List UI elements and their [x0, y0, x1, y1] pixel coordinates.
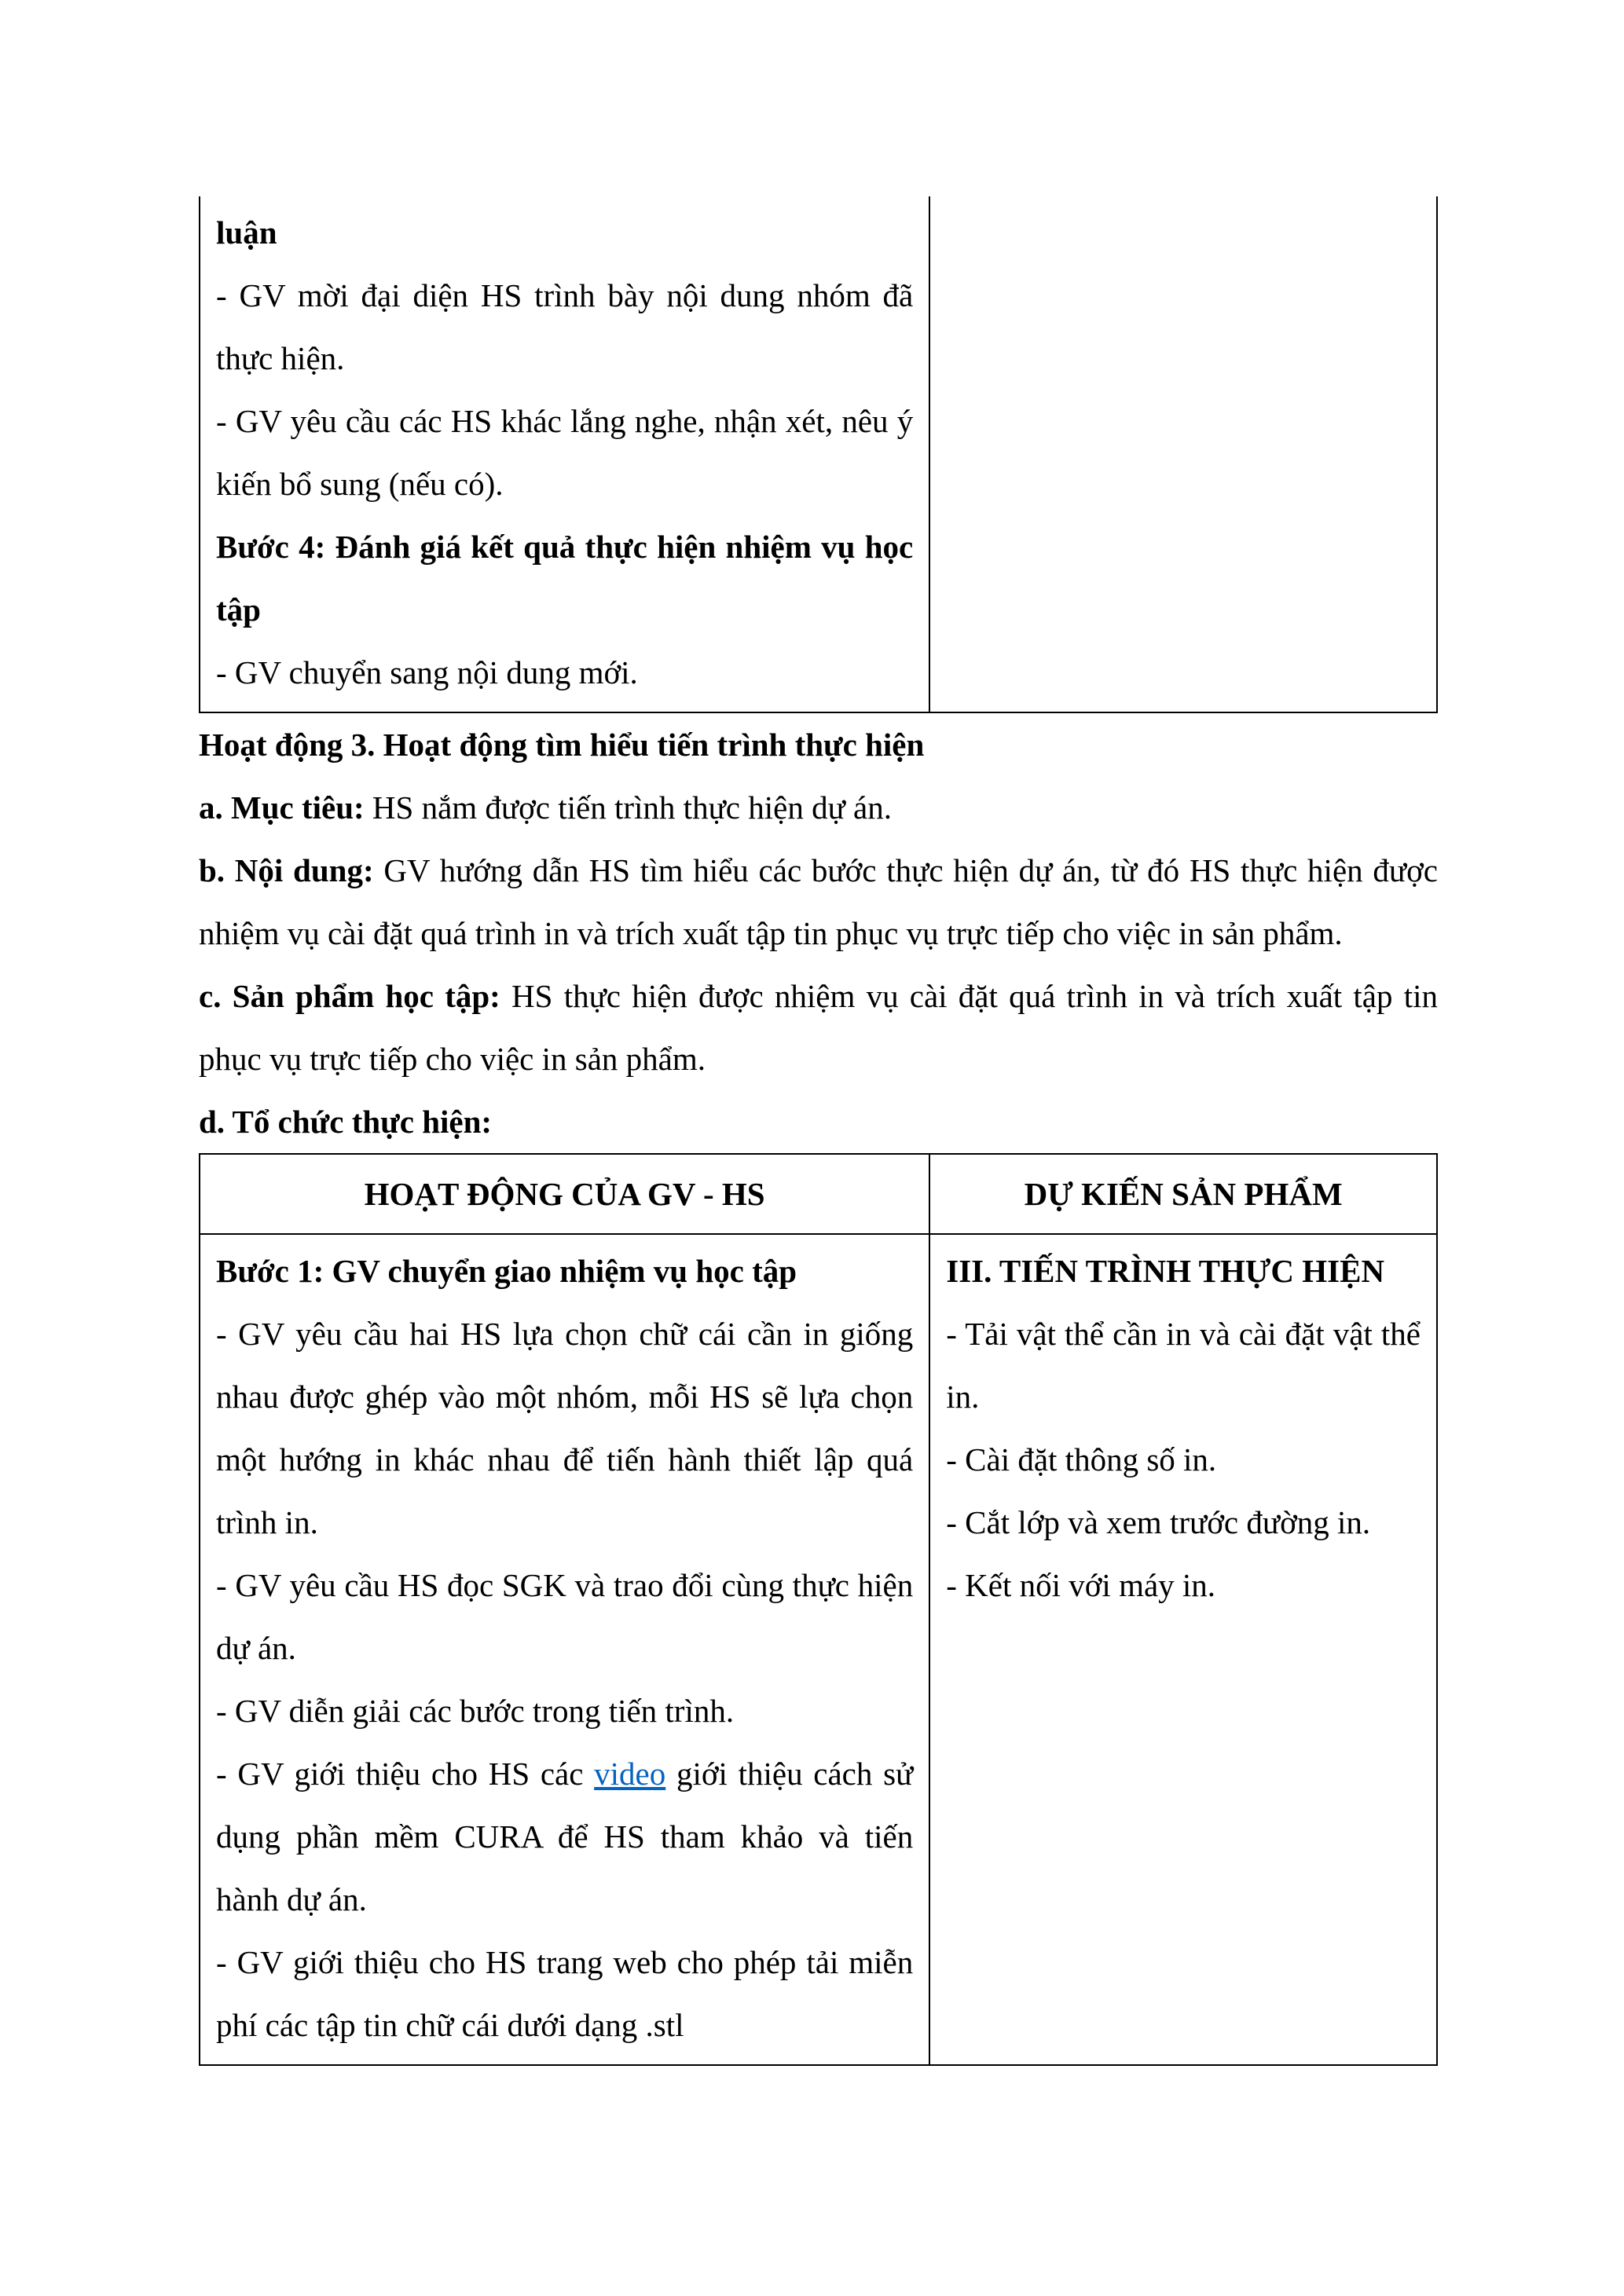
activity2-table: [199, 196, 1438, 713]
table-row: [200, 196, 1437, 712]
paragraph: - GV yêu cầu HS đọc SGK và trao đổi cùng thực hiện dự án.: [216, 1567, 914, 1666]
video-link[interactable]: video: [594, 1756, 666, 1792]
header-du-kien-label: DỰ KIẾN SẢN PHẨM: [1024, 1176, 1343, 1212]
step3-heading-continuation: luận: [216, 214, 277, 251]
activity3-muc-tieu: [199, 776, 1438, 839]
activity3-heading: Hoạt động 3. Hoạt động tìm hiểu tiến trình thực hiện: [199, 727, 925, 763]
table-header-row: [200, 1154, 1437, 1234]
muc-tieu-text: HS nắm được tiến trình thực hiện dự án.: [364, 789, 892, 826]
header-du-kien: [929, 1154, 1437, 1234]
activity3-san-pham: [199, 965, 1438, 1090]
activity2-product-cell: [929, 196, 1437, 712]
to-chuc-label: d. Tổ chức thực hiện:: [199, 1104, 493, 1140]
activity2-gv-hs-cell: [200, 196, 929, 712]
header-gv-hs-label: HOẠT ĐỘNG CỦA GV - HS: [364, 1176, 765, 1212]
noi-dung-text: GV hướng dẫn HS tìm hiểu các bước thực hiện dự án, từ đó HS thực hiện được nhiệm vụ cài đặt quá trình in và trích xuất tập tin phục vụ trực tiếp cho việc in sản phẩm.: [199, 852, 1438, 951]
noi-dung-label: b. Nội dung:: [199, 852, 374, 888]
paragraph: - GV yêu cầu các HS khác lắng nghe, nhận xét, nêu ý kiến bổ sung (nếu có).: [216, 403, 914, 502]
paragraph-with-link: [216, 1742, 913, 1931]
list-item: - Tải vật thể cần in và cài đặt vật thể in.: [946, 1316, 1421, 1415]
san-pham-label: c. Sản phẩm học tập:: [199, 978, 500, 1014]
paragraph: - GV diễn giải các bước trong tiến trình.: [216, 1693, 735, 1729]
tien-trinh-heading: III. TIẾN TRÌNH THỰC HIỆN: [946, 1253, 1385, 1289]
paragraph: - GV yêu cầu hai HS lựa chọn chữ cái cần in giống nhau được ghép vào một nhóm, mỗi HS sẽ lựa chọn một hướng in khác nhau để tiến hành thiết lập quá trình in.: [216, 1316, 914, 1540]
activity3-product-cell: [929, 1234, 1437, 2065]
link-paragraph-before: - GV giới thiệu cho HS các: [216, 1756, 595, 1792]
table-body-row: [200, 1234, 1437, 2065]
paragraph: - GV mời đại diện HS trình bày nội dung nhóm đã thực hiện.: [216, 277, 914, 376]
link-paragraph-after: giới thiệu cách sử dụng phần mềm CURA để HS tham khảo và tiến hành dự án.: [216, 1756, 914, 1917]
step4-heading: Bước 4: Đánh giá kết quả thực hiện nhiệm vụ học tập: [216, 529, 914, 628]
page-content: [199, 196, 1438, 2066]
paragraph: - GV giới thiệu cho HS trang web cho phép tải miễn phí các tập tin chữ cái dưới dạng .stl: [216, 1944, 914, 2043]
paragraph: - GV chuyển sang nội dung mới.: [216, 654, 638, 690]
activity3-table: [199, 1153, 1438, 2066]
step1-heading: Bước 1: GV chuyển giao nhiệm vụ học tập: [216, 1253, 797, 1289]
san-pham-text: HS thực hiện được nhiệm vụ cài đặt quá trình in và trích xuất tập tin phục vụ trực tiếp cho việc in sản phẩm.: [199, 978, 1438, 1077]
list-item: - Kết nối với máy in.: [946, 1567, 1216, 1603]
list-item: - Cài đặt thông số in.: [946, 1441, 1217, 1478]
header-gv-hs: [200, 1154, 929, 1234]
muc-tieu-label: a. Mục tiêu:: [199, 789, 365, 826]
activity3-gv-hs-cell: [200, 1234, 929, 2065]
list-item: - Cắt lớp và xem trước đường in.: [946, 1504, 1371, 1540]
activity3-to-chuc: [199, 1090, 1438, 1153]
activity3-noi-dung: [199, 839, 1438, 965]
